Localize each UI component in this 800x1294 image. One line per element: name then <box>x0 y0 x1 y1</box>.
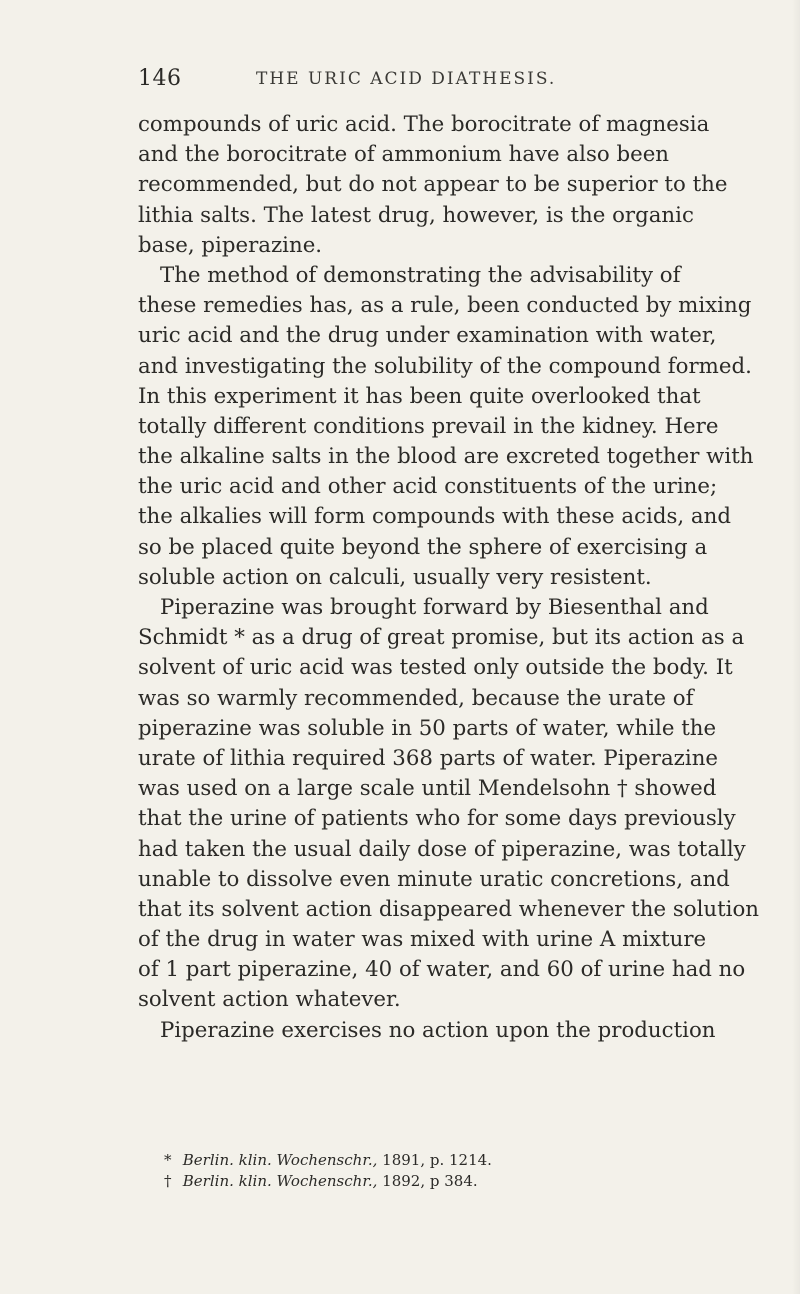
text-line: and the borocitrate of ammonium have also been <box>138 142 670 168</box>
text-line: solvent action whatever. <box>138 987 401 1013</box>
text-line: compounds of uric acid. The borocitrate of magnesia <box>138 112 710 137</box>
text-line: that the urine of patients who for some days previously <box>138 806 736 832</box>
text-line: unable to dissolve even minute uratic concretions, and <box>138 866 730 892</box>
text-line: that its solvent action disappeared whenever the solution <box>138 896 760 922</box>
text-line: was used on a large scale until Mendelsohn † showed <box>138 776 717 802</box>
body-text <box>138 110 760 1046</box>
page-header <box>138 66 658 96</box>
text-line: In this experiment it has been quite overlooked that <box>138 383 701 409</box>
text-line: the alkaline salts in the blood are excreted together with <box>138 444 754 470</box>
text-line: urate of lithia required 368 parts of water. Piperazine <box>138 745 719 771</box>
footnotes <box>138 1150 658 1192</box>
text-line: Piperazine exercises no action upon the production <box>160 1017 716 1043</box>
text-line: so be placed quite beyond the sphere of exercising a <box>138 534 708 560</box>
text-line: recommended, but do not appear to be superior to the <box>138 172 728 198</box>
text-line: these remedies has, as a rule, been conducted by mixing <box>138 293 752 319</box>
text-line: soluble action on calculi, usually very resistent. <box>138 564 652 590</box>
footnote-detail: 1891, p. 1214. <box>382 1151 492 1169</box>
text-line: and investigating the solubility of the compound formed. <box>138 353 752 379</box>
text-line: was so warmly recommended, because the urate of <box>138 685 694 711</box>
text-line: Schmidt * as a drug of great promise, but its action as a <box>138 625 745 651</box>
text-line: the uric acid and other acid constituents of the urine; <box>138 474 718 500</box>
text-line: The method of demonstrating the advisability of <box>160 262 681 288</box>
text-line: lithia salts. The latest drug, however, is the organic <box>138 202 694 228</box>
footnote-detail: 1892, p 384. <box>382 1172 478 1190</box>
text-line: uric acid and the drug under examination with water, <box>138 323 717 349</box>
footnote-mark: * <box>164 1151 172 1169</box>
text-line: of the drug in water was mixed with urine A mixture <box>138 927 707 953</box>
page-number: 146 <box>138 66 182 91</box>
footnote-source: Berlin. klin. Wochenschr., <box>182 1151 378 1169</box>
text-line: of 1 part piperazine, 40 of water, and 60 of urine had no <box>138 957 746 983</box>
text-line: Piperazine was brought forward by Biesenthal and <box>160 595 709 620</box>
text-line: the alkalies will form compounds with these acids, and <box>138 504 731 530</box>
running-head: THE URIC ACID DIATHESIS. <box>256 69 557 89</box>
text-line: had taken the usual daily dose of piperazine, was totally <box>138 836 746 862</box>
text-line: totally different conditions prevail in the kidney. Here <box>138 413 719 439</box>
page-edge-shadow <box>792 0 800 1294</box>
footnote-source: Berlin. klin. Wochenschr., <box>182 1172 378 1190</box>
text-line: base, piperazine. <box>138 232 323 258</box>
footnote <box>138 1171 658 1192</box>
footnote-mark: † <box>164 1172 172 1190</box>
text-line: solvent of uric acid was tested only outside the body. It <box>138 655 733 681</box>
footnote <box>138 1150 658 1171</box>
text-line: piperazine was soluble in 50 parts of water, while the <box>138 715 717 741</box>
